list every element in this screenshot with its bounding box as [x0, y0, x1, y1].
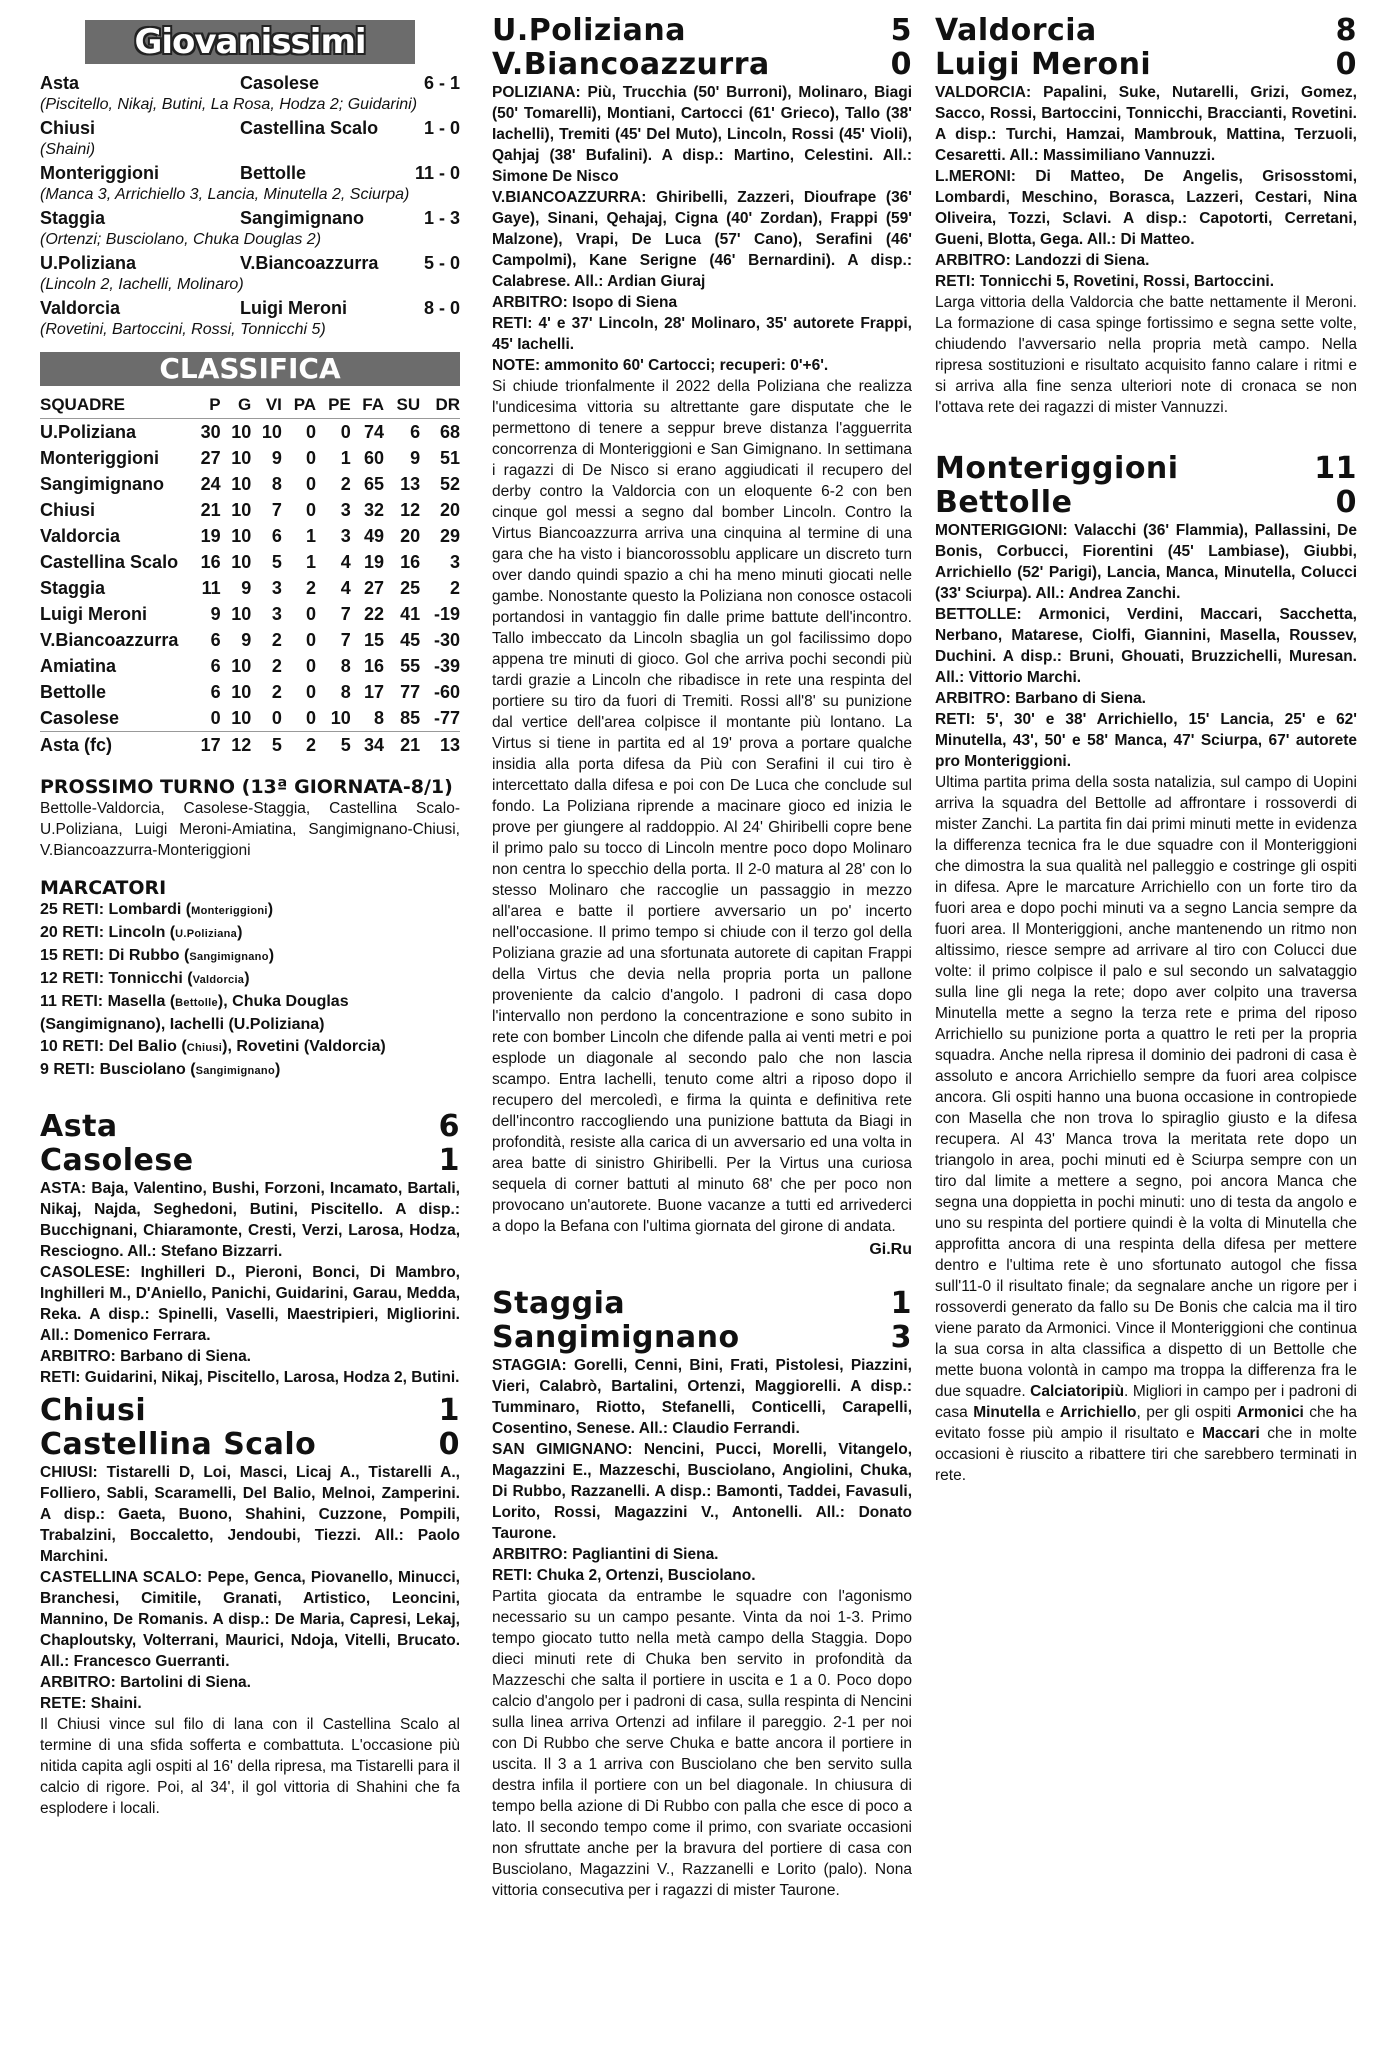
- scorers-list: [40, 899, 460, 1082]
- standings-cell: 1: [340, 447, 351, 468]
- next-round-text: Bettolle-Valdorcia, Casolese-Staggia, Castellina Scalo-U.Poliziana, Luigi Meroni-Amiatina, Sangimignano-Chiusi, V.Biancoazzurra-Monteriggioni: [40, 800, 460, 859]
- match-chiusi-castellina: [40, 1394, 460, 1819]
- standings-cell: 3: [271, 577, 282, 598]
- standings-cell: 10: [231, 681, 252, 702]
- standings-cell: 0: [251, 705, 282, 732]
- result-scorers: (Ortenzi; Busciolano, Chuka Douglas 2): [40, 231, 322, 248]
- result-home: Asta: [40, 73, 80, 93]
- standings-cell: 4: [340, 577, 351, 598]
- column-middle: [492, 14, 912, 1901]
- standings-cell: 16: [400, 551, 421, 572]
- standings-cell: 29: [439, 525, 460, 546]
- result-away: Castellina Scalo: [240, 118, 379, 138]
- result-away: Bettolle: [240, 163, 307, 183]
- scorer-text: 11 RETI: Masella (: [40, 993, 176, 1010]
- standings-cell: 0: [306, 603, 317, 624]
- standings-cell: Monteriggioni: [40, 447, 159, 468]
- scorer-club: Sangimignano: [189, 951, 269, 963]
- scorer-line: [40, 922, 460, 945]
- scorer-club: U.Poliziana: [175, 928, 238, 940]
- result-home: Monteriggioni: [40, 163, 159, 183]
- standings-cell: 4: [340, 551, 351, 572]
- standings-col-header: PA: [282, 392, 316, 419]
- result-away: Luigi Meroni: [240, 298, 347, 318]
- result-away: Casolese: [240, 73, 320, 93]
- away-score: 0: [1335, 485, 1357, 520]
- standings-cell: U.Poliziana: [40, 421, 137, 442]
- match-away-line: [40, 1428, 460, 1462]
- report-text: Ultima partita prima della sosta natalizia, sul campo di Uopini arriva la squadra del Bettolle ad affrontare i rossoverdi di mister Zanchi. La partita fin dai primi minuti mette in evidenza la differenza tecnica fra le due squadre con il Monteriggioni che dimostra la sua qualità nel palleggio e costringe gli ospiti in difesa. Apre le marcature Arrichiello con un forte tiro da fuori area e dopo pochi minuti va a segno Lancia sempre da fuori area. Il Monteriggioni, anche mantenendo un ritmo non altissimo, riesce sempre ad arrivare al tiro con Colucci due volte: il primo colpisce il palo e sul secondo un salvataggio sulla line gli nega la rete; dopo aver colpito una traversa Minutella mette a segno la terza rete e prima del riposo Arrichiello su punizione porta a quattro le reti per la propria squadra. Anche nella ripresa il dominio dei padroni di casa è assoluto e ancora Arrichiello sempre da fuori area colpisce ancora. Gli ospiti hanno una buona occasione in contropiede con Masella che non trova lo spiraglio giusto e la difesa recupera. Al 43' Manca trova la meritata rete dopo un triangolo in area, pochi minuti ed è Sciurpa sempre con un tiro dal limite a mettere a segno, poi ancora Manca che segna una doppietta in pochi minuti: uno di testa da angolo e uno su respinta del portiere quindi è la volta di Minutella che approfitta ancora di una respinta della difesa per mettere dentro e l'ultima rete è uno sfortunato autogol che fissa sull'11-0 il risultato finale; da segnalare anche un rigore per i rossoverdi generato da fallo su De Bonis che calcia ma il tiro viene parato da Armonici. Vince il Monteriggioni che continua la sua corsa in alta classifica a dispetto di un Bettolle che mette buona volontà in campo ma troppa la differenza fra le due squadre.: [935, 774, 1357, 1400]
- standings-cell: 7: [340, 629, 351, 650]
- standings-cell: 0: [306, 655, 317, 676]
- scorer-text: 10 RETI: Del Balio (: [40, 1038, 187, 1055]
- standings-cell: 8: [340, 655, 351, 676]
- home-team: Staggia: [492, 1286, 626, 1321]
- standings-col-header: G: [221, 392, 252, 419]
- standings-cell: 5: [271, 734, 282, 755]
- standings-cell: 0: [340, 421, 351, 442]
- result-scorers: (Lincoln 2, Iachelli, Molinaro): [40, 276, 244, 293]
- standings-cell: 2: [271, 629, 282, 650]
- away-team: Casolese: [40, 1143, 194, 1178]
- standings-cell: 6: [210, 655, 221, 676]
- standings-cell: 21: [200, 499, 221, 520]
- standings-cell: 3: [340, 499, 351, 520]
- standings-cell: Amiatina: [40, 655, 117, 676]
- scorer-club: Monteriggioni: [191, 905, 268, 917]
- match-away-line: [935, 48, 1357, 82]
- match-away-line: [492, 1321, 912, 1355]
- standings-cell: 20: [439, 499, 460, 520]
- standings-col-header: P: [190, 392, 221, 419]
- result-score: 11 - 0: [414, 163, 460, 183]
- standings-cell: 20: [400, 525, 421, 546]
- standings-cell: 10: [231, 655, 252, 676]
- standings-cell: 52: [439, 473, 460, 494]
- standings-cell: 9: [271, 447, 282, 468]
- scorers-title: MARCATORI: [40, 877, 167, 899]
- result-away: V.Biancoazzurra: [240, 253, 379, 273]
- result-score: 1 - 3: [423, 208, 460, 228]
- standings-cell: Luigi Meroni: [40, 603, 147, 624]
- standings-header: [40, 392, 460, 419]
- standings-cell: 10: [231, 421, 252, 442]
- scorer-line: [40, 899, 460, 922]
- standings-cell: 55: [400, 655, 421, 676]
- away-team: Castellina Scalo: [40, 1427, 317, 1462]
- author-signature: Gi.Ru: [869, 1241, 912, 1258]
- match-staggia-sangimignano: [492, 1287, 912, 1901]
- standings-cell: Castellina Scalo: [40, 551, 179, 572]
- standings-cell: 0: [306, 473, 317, 494]
- scorer-club: Valdorcia: [192, 974, 245, 986]
- home-team: Monteriggioni: [935, 451, 1179, 486]
- standings-cell: 10: [231, 603, 252, 624]
- home-team: Valdorcia: [935, 13, 1097, 48]
- standings-row: [40, 601, 460, 627]
- standings-row: [40, 575, 460, 601]
- standings-row: [40, 523, 460, 549]
- standings-cell: 0: [282, 705, 316, 732]
- standings-cell: 3: [271, 603, 282, 624]
- column-left: [40, 14, 460, 1819]
- standings-cell: 6: [210, 629, 221, 650]
- home-score: 1: [438, 1393, 460, 1428]
- scorer-line: [40, 1036, 460, 1059]
- standings-col-header: VI: [251, 392, 282, 419]
- result-home: Valdorcia: [40, 298, 121, 318]
- scorer-line: [40, 1059, 460, 1082]
- match-home-line: [492, 14, 912, 48]
- match-report: Si chiude trionfalmente il 2022 della Poliziana che realizza l'undicesima vittoria su altrettante gare disputate che le permettono di tenere a seppur breve distanza l'agguerrita concorrenza di Monteriggioni e San Gimignano. In settimana i ragazzi di De Nisco si erano aggiudicati il recupero del derby contro la Valdorcia con un eloquente 6-2 con ben cinque gol messi a segno dal bomber Lincoln. Contro la Virtus Biancoazzurra arriva una cinquina al termine di una gara che ha visto i biancorossoblu applicare un discreto turn over dando quindi spazio a chi ha meno minuti giocati nelle gambe. Nonostante questo la Poliziana non conosce ostacoli portandosi in vantaggio fin dalle prime battute dell'incontro. Tallo imbeccato da Lincoln sbaglia un gol facilissimo dopo appena tre minuti di gioco. Gol che arriva pochi secondi più tardi grazie a Lincoln che ribadisce in rete una respinta del portiere su tiro da fuori di Tremiti. Rossi all'8' su punizione dal vertice dell'area colpisce il montante più lontano. La Virtus si tiene in partita ed al 19' prova a portare qualche insidia alla porta difesa da Più con Serafini il cui tiro è intercettato dalla difesa e poi con De Luca che conclude sul fondo. La Poliziana riprende a macinare gioco ed inizia le prove per giungere al raddoppio. Al 24' Ghiribelli copre bene il primo palo su tocco di Lincoln mentre poco dopo Molinaro non centra lo specchio della porta. Il 2-0 matura al 28' con lo stesso Molinaro che raccoglie un passaggio in mezzo all'area e batte il portiere avversario un po' incerto nell'occasione. Il primo tempo si chiude con il terzo gol della Poliziana grazie ad una sfortunata autorete di capitan Frappi della Virtus che devia nella propria porta un pallone proveniente da calcio d'angolo. I padroni di casa dopo l'intervallo non perdono la concentrazione e sono subito in rete con bomber Lincoln che difende palla ai venti metri e poi esplode un diagonale al secondo palo che non lascia scampo. Entra Iachelli, tenuto come altri a riposo dopo il recupero del mercoledì, e firma la quinta e definitiva rete dell'incontro raccogliendo una punizione battuta da Biagi in profondità, resiste alla carica di un avversario ed una volta in area batte di sinistro Ghiribelli. Per la Virtus una curiosa sequela di corner battuti al minuto 68' che per poco non provocano un'autorete. Buone vacanze a tutti ed arrivederci a dopo la Befana con l'ultima giornata del girone di andata.: [492, 378, 912, 1235]
- standings-cell: 74: [363, 421, 384, 442]
- scorer-text: ): [268, 947, 275, 964]
- standings-cell: 0: [306, 447, 317, 468]
- report-text: che ha evitato fosse più ampio il risultato e: [935, 1404, 1357, 1442]
- scorer-text: ), Chuka Douglas (Sangimignano), Iachelli (U.Poliziana): [40, 993, 349, 1033]
- match-report: Larga vittoria della Valdorcia che batte nettamente il Meroni. La formazione di casa spinge fortissimo e segna sette volte, chiudendo l'avversario nella propria metà campo. Nella ripresa sostituzioni e risultato acquisito fanno calare i ritmi e si arriva alla fine senza ulteriori note di cronaca se non l'ottava rete dei ragazzi di mister Vannuzzi.: [935, 294, 1357, 416]
- away-score: 3: [890, 1320, 912, 1355]
- standings-cell: 10: [316, 705, 351, 732]
- standings-cell: 5: [271, 551, 282, 572]
- match-report: Partita giocata da entrambe le squadre con l'agonismo necessario su un campo pesante. Vinta da noi 1-3. Primo tempo giocato tutto nella metà campo della Staggia. Dopo dieci minuti rete di Chuka ben servito in profondità da Mazzeschi che salta il portiere in uscita e 1 a 0. Poco dopo calcio d'angolo per i padroni di casa, sulla respinta di Nencini sulla linea arriva Ortenzi ad infilare il pareggio. 2-1 per noi con Di Rubbo che serve Chuka e batte ancora il portiere in uscita. Il 3 a 1 arriva con Busciolano che ben servito sulla destra infila il portiere con un bel diagonale. In chiusura di tempo bella azione di Di Rubbo con palla che esce di poco a lato. Il secondo tempo come il primo, con svariate occasioni non sfruttate anche per la bravura del portiere di casa con Busciolano, Magazzini V., Razzanelli e Lorito (palo). Nona vittoria consecutiva per i ragazzi di mister Taurone.: [492, 1588, 912, 1899]
- result-row: [40, 117, 460, 160]
- standings-col-header: FA: [351, 392, 384, 419]
- match-away-line: [935, 486, 1357, 520]
- standings-row: [40, 627, 460, 653]
- standings-cell: 19: [363, 551, 384, 572]
- standings-cell: 2: [340, 473, 351, 494]
- scorer-club: Chiusi: [186, 1042, 223, 1054]
- home-team: U.Poliziana: [492, 13, 687, 48]
- standings-cell: 9: [210, 603, 221, 624]
- away-team: Luigi Meroni: [935, 47, 1152, 82]
- scorer-text: 12 RETI: Tonnicchi (: [40, 970, 193, 987]
- standings-cell: -19: [433, 603, 460, 624]
- standings-col-header: SU: [384, 392, 420, 419]
- standings-cell: 17: [363, 681, 384, 702]
- result-scorers: (Shaini): [40, 141, 96, 158]
- scorer-text: 15 RETI: Di Rubbo (: [40, 947, 190, 964]
- standings-cell: 2: [271, 681, 282, 702]
- standings-cell: 19: [200, 525, 221, 546]
- standings-cell: 68: [439, 421, 460, 442]
- scorer-text: 20 RETI: Lincoln (: [40, 924, 176, 941]
- match-home-line: [40, 1110, 460, 1144]
- result-score: 8 - 0: [423, 298, 460, 318]
- standings-cell: 8: [271, 473, 282, 494]
- scorer-text: ), Rovetini (Valdorcia): [222, 1038, 386, 1055]
- next-round-title: PROSSIMO TURNO (13ª GIORNATA-8/1): [40, 776, 453, 798]
- standings-col-header: DR: [420, 392, 460, 419]
- standings-cell: 10: [231, 499, 252, 520]
- home-score: 5: [890, 13, 912, 48]
- standings-cell: 16: [363, 655, 384, 676]
- away-team: V.Biancoazzurra: [492, 47, 770, 82]
- standings-row: [40, 445, 460, 471]
- scorer-text: 9 RETI: Busciolano (: [40, 1061, 196, 1078]
- scorer-text: ): [244, 970, 250, 987]
- result-score: 1 - 0: [423, 118, 460, 138]
- standings-cell: 3: [449, 551, 460, 572]
- standings-cell: 10: [261, 421, 282, 442]
- home-score: 11: [1314, 451, 1357, 486]
- home-score: 8: [1335, 13, 1357, 48]
- match-lineups: VALDORCIA: Papalini, Suke, Nutarelli, Grizi, Gomez, Sacco, Rossi, Bartoccini, Tonnicchi, Braccianti, Rovetini. A disp.: Turchi, Hamzai, Mambrouk, Mattina, Terzuoli, Cesaretti. All.: Massimiliano Vannuzzi. L.MERONI: Di Matteo, De Angelis, Grisosstomi, Lombardi, Meschino, Borasca, Lazzeri, Cestari, Nina Oliveira, Tozzi, Sclavi. A disp.: Capotorti, Cerretani, Gueni, Blotta, Gega. All.: Di Matteo. ARBITRO: Landozzi di Siena. RETI: Tonnicchi 5, Rovetini, Rossi, Bartoccini.: [935, 84, 1357, 290]
- standings-cell: 0: [306, 421, 317, 442]
- standings-cell: 17: [200, 734, 221, 755]
- standings-cell: 41: [400, 603, 421, 624]
- standings-cell: 51: [439, 447, 460, 468]
- standings-cell: 77: [400, 681, 421, 702]
- classifica-banner: CLASSIFICA: [40, 352, 460, 386]
- standings-cell: 27: [363, 577, 384, 598]
- standings-cell: 6: [271, 525, 282, 546]
- match-report: [935, 772, 1357, 1486]
- standings-cell: 6: [410, 421, 421, 442]
- match-valdorcia-meroni: [935, 14, 1357, 418]
- standings-cell: Casolese: [40, 705, 190, 732]
- result-score: 6 - 1: [423, 73, 460, 93]
- result-home: Chiusi: [40, 118, 96, 138]
- standings-cell: 25: [400, 577, 421, 598]
- standings-cell: 8: [340, 681, 351, 702]
- standings-cell: 10: [231, 473, 252, 494]
- standings-cell: 0: [306, 681, 317, 702]
- standings-cell: 0: [306, 629, 317, 650]
- match-lineups: POLIZIANA: Più, Trucchia (50' Burroni), Molinaro, Biagi (50' Tomarelli), Montiani, Cartocci (61' Grieco), Tallo (38' Iachelli), Tremiti (45' Del Muto), Lincoln, Rossi (45' Violi), Qahjaj (38' Bufalini). A disp.: Martino, Celestini. All.: Simone De Nisco V.BIANCOAZZURRA: Ghiribelli, Zazzeri, Dioufrape (36' Gaye), Sinani, Qehajaj, Cigna (40' Zordan), Frappi (59' Malzone), Vrapi, De Luca (57' Cano), Serafini (46' Campolmi), Kane Serigne (46' Bernardini). A disp.: Calabrese. All.: Ardian Giuraj ARBITRO: Isopo di Siena RETI: 4' e 37' Lincoln, 28' Molinaro, 35' autorete Frappi, 45' Iachelli. NOTE: ammonito 60' Cartocci; recuperi: 0'+6'.: [492, 84, 912, 374]
- standings-cell: 15: [363, 629, 384, 650]
- standings-row: [40, 497, 460, 523]
- standings-col-header: SQUADRE: [40, 392, 190, 419]
- scorer-text: 25 RETI: Lombardi (: [40, 901, 192, 918]
- report-highlight: Armonici: [1236, 1404, 1304, 1421]
- standings-cell: 60: [363, 447, 384, 468]
- report-highlight: Calciatoripiù: [1030, 1383, 1125, 1400]
- scorer-line: [40, 991, 460, 1036]
- standings-cell: 0: [306, 499, 317, 520]
- standings-table: [40, 392, 460, 758]
- standings-cell: 9: [241, 629, 252, 650]
- standings-cell: 13: [439, 734, 460, 755]
- match-asta-casolese: [40, 1110, 460, 1388]
- standings-cell: 7: [340, 603, 351, 624]
- match-home-line: [492, 1287, 912, 1321]
- scorer-line: [40, 968, 460, 991]
- standings-cell: Chiusi: [40, 499, 96, 520]
- result-score: 5 - 0: [423, 253, 460, 273]
- away-score: 0: [438, 1427, 460, 1462]
- report-highlight: Arrichiello: [1059, 1404, 1137, 1421]
- standings-cell: -60: [433, 681, 460, 702]
- match-report: Il Chiusi vince sul filo di lana con il Castellina Scalo al termine di una sfida sofferta e combattuta. L'occasione più nitida capita agli ospiti al 16' della ripresa, ma Tistarelli para il calcio di rigore. Poi, al 34', il gol vittoria di Shahini che fa esplodere i locali.: [40, 1716, 460, 1817]
- result-row: [40, 207, 460, 250]
- match-home-line: [935, 14, 1357, 48]
- scorer-club: Bettolle: [175, 997, 218, 1009]
- standings-cell: Valdorcia: [40, 525, 121, 546]
- standings-cell: 2: [449, 577, 460, 598]
- standings-cell: 10: [231, 525, 252, 546]
- standings-cell: 12: [400, 499, 421, 520]
- standings-cell: 7: [271, 499, 282, 520]
- standings-col-header: PE: [316, 392, 351, 419]
- standings-cell: 24: [200, 473, 221, 494]
- report-text: . Migliori in campo per i padroni di casa: [935, 1383, 1358, 1421]
- standings-cell: 2: [306, 734, 317, 755]
- standings-cell: 21: [400, 734, 421, 755]
- standings-cell: 1: [306, 525, 317, 546]
- standings-cell: 11: [201, 577, 221, 598]
- match-home-line: [40, 1394, 460, 1428]
- standings-cell: 13: [400, 473, 421, 494]
- report-highlight: Maccari: [1202, 1425, 1260, 1442]
- result-scorers: (Manca 3, Arrichiello 3, Lancia, Minutella 2, Sciurpa): [40, 186, 410, 203]
- match-home-line: [935, 452, 1357, 486]
- standings-row: [40, 419, 460, 446]
- standings-row: [40, 549, 460, 575]
- report-text: e: [1040, 1404, 1060, 1421]
- standings-cell: 65: [363, 473, 384, 494]
- standings-cell: Asta (fc): [40, 734, 113, 755]
- standings-cell: 0: [190, 705, 221, 732]
- standings-cell: 22: [363, 603, 384, 624]
- match-away-line: [40, 1144, 460, 1178]
- standings-cell: 16: [200, 551, 221, 572]
- standings-cell: V.Biancoazzurra: [40, 629, 179, 650]
- standings-cell: 2: [306, 577, 317, 598]
- column-right: [935, 14, 1357, 1486]
- away-team: Bettolle: [935, 485, 1073, 520]
- result-scorers: (Rovetini, Bartoccini, Rossi, Tonnicchi 5): [40, 321, 326, 338]
- standings-cell: 27: [200, 447, 221, 468]
- standings-cell: 9: [410, 447, 421, 468]
- giovanissimi-banner: Giovanissimi: [85, 20, 415, 64]
- standings-cell: -39: [433, 655, 460, 676]
- result-row: [40, 162, 460, 205]
- standings-cell: Sangimignano: [40, 473, 165, 494]
- home-score: 1: [890, 1286, 912, 1321]
- standings-cell: Bettolle: [40, 681, 107, 702]
- standings-cell: 1: [306, 551, 317, 572]
- standings-cell: 45: [400, 629, 421, 650]
- scorer-text: ): [267, 901, 274, 918]
- standings-cell: 10: [231, 447, 252, 468]
- results-list: [40, 72, 460, 340]
- home-score: 6: [438, 1109, 460, 1144]
- result-scorers: (Piscitello, Nikaj, Butini, La Rosa, Hodza 2; Guidarini): [40, 96, 418, 113]
- standings-cell: 8: [351, 705, 384, 732]
- result-home: U.Poliziana: [40, 253, 137, 273]
- standings-cell: Staggia: [40, 577, 106, 598]
- match-lineups: STAGGIA: Gorelli, Cenni, Bini, Frati, Pistolesi, Piazzini, Vieri, Calabrò, Bartalini, Ortenzi, Maggiorelli. A disp.: Tumminaro, Riotto, Stefanelli, Conticelli, Carapelli, Cosentino, Senese. All.: Claudio Ferrandi. SAN GIMIGNANO: Nencini, Pucci, Morelli, Vitangelo, Magazzini E., Mazzeschi, Busciolano, Angiolini, Chuka, Di Rubbo, Razzanelli. A disp.: Bamonti, Taddei, Favasuli, Lorito, Rossi, Magazzini V., Antonelli. All.: Donato Taurone. ARBITRO: Pagliantini di Siena. RETI: Chuka 2, Ortenzi, Busciolano.: [492, 1357, 912, 1584]
- away-score: 0: [890, 47, 912, 82]
- standings-cell: 49: [363, 525, 384, 546]
- result-home: Staggia: [40, 208, 106, 228]
- away-score: 1: [438, 1143, 460, 1178]
- standings-cell: 3: [340, 525, 351, 546]
- standings-cell: 2: [271, 655, 282, 676]
- away-team: Sangimignano: [492, 1320, 740, 1355]
- standings-cell: 5: [340, 734, 351, 755]
- standings-cell: 85: [384, 705, 420, 732]
- result-row: [40, 252, 460, 295]
- scorer-club: Sangimignano: [195, 1065, 275, 1077]
- standings-cell: 30: [200, 421, 221, 442]
- standings-row: [40, 653, 460, 679]
- standings-cell: -77: [420, 705, 460, 732]
- match-away-line: [492, 48, 912, 82]
- standings-row: [40, 732, 460, 759]
- home-team: Chiusi: [40, 1393, 147, 1428]
- report-highlight: Minutella: [973, 1404, 1041, 1421]
- match-monteriggioni-bettolle: [935, 452, 1357, 1486]
- scorer-line: [40, 945, 460, 968]
- standings-cell: 6: [210, 681, 221, 702]
- standings-cell: 9: [241, 577, 252, 598]
- standings-cell: 34: [363, 734, 384, 755]
- match-poliziana-biancoazzurra: [492, 14, 912, 1259]
- scorer-text: ): [274, 1061, 281, 1078]
- report-text: , per gli ospiti: [1136, 1404, 1237, 1421]
- standings-row: [40, 471, 460, 497]
- scorer-text: ): [237, 924, 243, 941]
- result-away: Sangimignano: [240, 208, 365, 228]
- match-lineups: CHIUSI: Tistarelli D, Loi, Masci, Licaj A., Tistarelli A., Folliero, Sabli, Scaramelli, Del Balio, Melnoi, Zamperini. A disp.: Gaeta, Buono, Shahini, Cuzzone, Pompili, Trabalzini, Boccaletto, Jendoubi, Tiezzi. All.: Paolo Marchini. CASTELLINA SCALO: Pepe, Genca, Piovanello, Minucci, Branchesi, Cimitile, Granati, Artistico, Leoncini, Mannino, De Romanis. A disp.: De Maria, Capresi, Lekaj, Chaploutsky, Volterrani, Maurici, Ndoja, Vitelli, Brucato. All.: Francesco Guerranti. ARBITRO: Bartolini di Siena. RETE: Shaini.: [40, 1464, 460, 1712]
- standings-cell: 32: [363, 499, 384, 520]
- result-row: [40, 297, 460, 340]
- standings-cell: 12: [231, 734, 252, 755]
- home-team: Asta: [40, 1109, 118, 1144]
- standings-cell: -30: [433, 629, 460, 650]
- match-lineups: MONTERIGGIONI: Valacchi (36' Flammia), Pallassini, De Bonis, Corbucci, Fiorentini (45' Lambiase), Giubbi, Arrichiello (52' Parigi), Lancia, Manca, Minutella, Colucci (33' Sciurpa). All.: Andrea Zanchi. BETTOLLE: Armonici, Verdini, Maccari, Sacchetta, Nerbano, Matarese, Ciolfi, Giannini, Masella, Roussev, Duchini. A disp.: Bruni, Ghouati, Bruzzichelli, Muresan. All.: Vittorio Marchi. ARBITRO: Barbano di Siena. RETI: 5', 30' e 38' Arrichiello, 15' Lancia, 25' e 62' Minutella, 43', 50' e 58' Manca, 47' Sciurpa, 67' autorete pro Monteriggioni.: [935, 522, 1357, 770]
- match-lineups: ASTA: Baja, Valentino, Bushi, Forzoni, Incamato, Bartali, Nikaj, Najda, Seghedoni, Butini, Piscitello. A disp.: Bucchignani, Chiaramonte, Cresti, Verzi, Larosa, Hodza, Resciogno. All.: Stefano Bizzarri. CASOLESE: Inghilleri D., Pieroni, Bonci, Di Mambro, Inghilleri M., D'Aniello, Panichi, Guidarini, Garau, Medda, Reka. A disp.: Spinelli, Vaselli, Maestripieri, Migliorini. All.: Domenico Ferrara. ARBITRO: Barbano di Siena. RETI: Guidarini, Nikaj, Piscitello, Larosa, Hodza 2, Butini.: [40, 1180, 460, 1386]
- standings-row: [40, 705, 460, 732]
- report-text: che in molte occasioni è riuscito a ribattere tiri che sarebbero terminati in rete.: [935, 1425, 1357, 1484]
- standings-cell: 10: [221, 705, 252, 732]
- result-row: [40, 72, 460, 115]
- standings-row: [40, 679, 460, 705]
- standings-cell: 10: [231, 551, 252, 572]
- away-score: 0: [1335, 47, 1357, 82]
